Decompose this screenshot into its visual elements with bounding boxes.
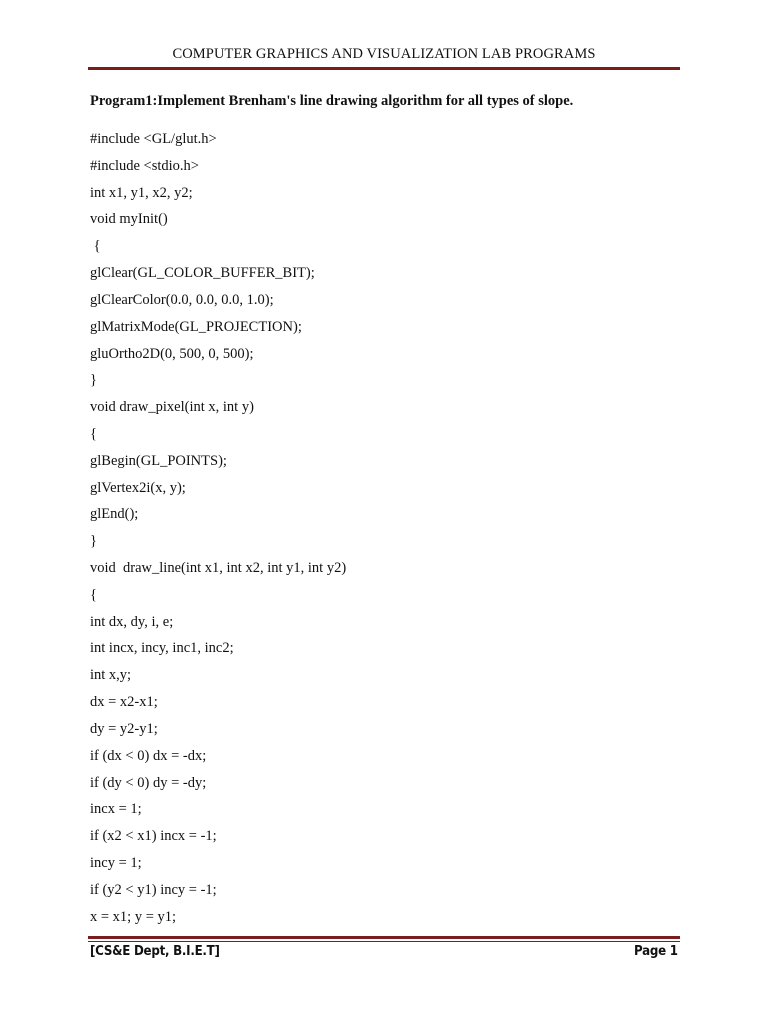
footer-department: [CS&E Dept, B.I.E.T]	[90, 943, 220, 959]
code-line: glClearColor(0.0, 0.0, 0.0, 1.0);	[90, 291, 274, 308]
code-line: {	[90, 425, 97, 442]
code-line: dy = y2-y1;	[90, 720, 158, 737]
code-line: int dx, dy, i, e;	[90, 613, 174, 630]
program-heading: Program1:Implement Brenham's line drawing algorithm for all types of slope.	[90, 93, 574, 109]
code-listing	[90, 126, 346, 930]
code-line: #include <stdio.h>	[90, 157, 199, 174]
code-line: if (x2 < x1) incx = -1;	[90, 828, 217, 845]
code-line: if (y2 < y1) incy = -1;	[90, 881, 217, 898]
code-line: {	[90, 238, 101, 255]
code-line: if (dx < 0) dx = -dx;	[90, 747, 207, 764]
header-rule	[88, 67, 680, 70]
code-line: incy = 1;	[90, 854, 142, 871]
code-line: int incx, incy, inc1, inc2;	[90, 640, 234, 657]
page-header-title: COMPUTER GRAPHICS AND VISUALIZATION LAB PROGRAMS	[172, 46, 596, 62]
code-line: }	[90, 533, 97, 550]
code-line: #include <GL/glut.h>	[90, 131, 217, 147]
code-line: x = x1; y = y1;	[90, 908, 177, 925]
code-line: dx = x2-x1;	[90, 694, 158, 711]
code-line: glVertex2i(x, y);	[90, 479, 186, 496]
footer-page-number: Page 1	[634, 943, 678, 959]
code-line: void draw_pixel(int x, int y)	[90, 399, 254, 416]
code-line: {	[90, 586, 97, 603]
code-line: glEnd();	[90, 506, 139, 523]
code-line: gluOrtho2D(0, 500, 0, 500);	[90, 345, 254, 362]
code-line: incx = 1;	[90, 801, 142, 818]
code-line: glClear(GL_COLOR_BUFFER_BIT);	[90, 265, 315, 282]
code-line: glMatrixMode(GL_PROJECTION);	[90, 318, 302, 335]
code-line: void myInit()	[90, 211, 168, 228]
footer-rule-thin	[88, 941, 680, 942]
code-line: int x1, y1, x2, y2;	[90, 184, 193, 201]
code-line: glBegin(GL_POINTS);	[90, 452, 227, 469]
code-line: void draw_line(int x1, int x2, int y1, int y2)	[90, 560, 347, 576]
code-line: }	[90, 372, 97, 389]
footer-rule-thick	[88, 936, 680, 939]
code-line: int x,y;	[90, 667, 132, 684]
code-line: if (dy < 0) dy = -dy;	[90, 774, 207, 791]
